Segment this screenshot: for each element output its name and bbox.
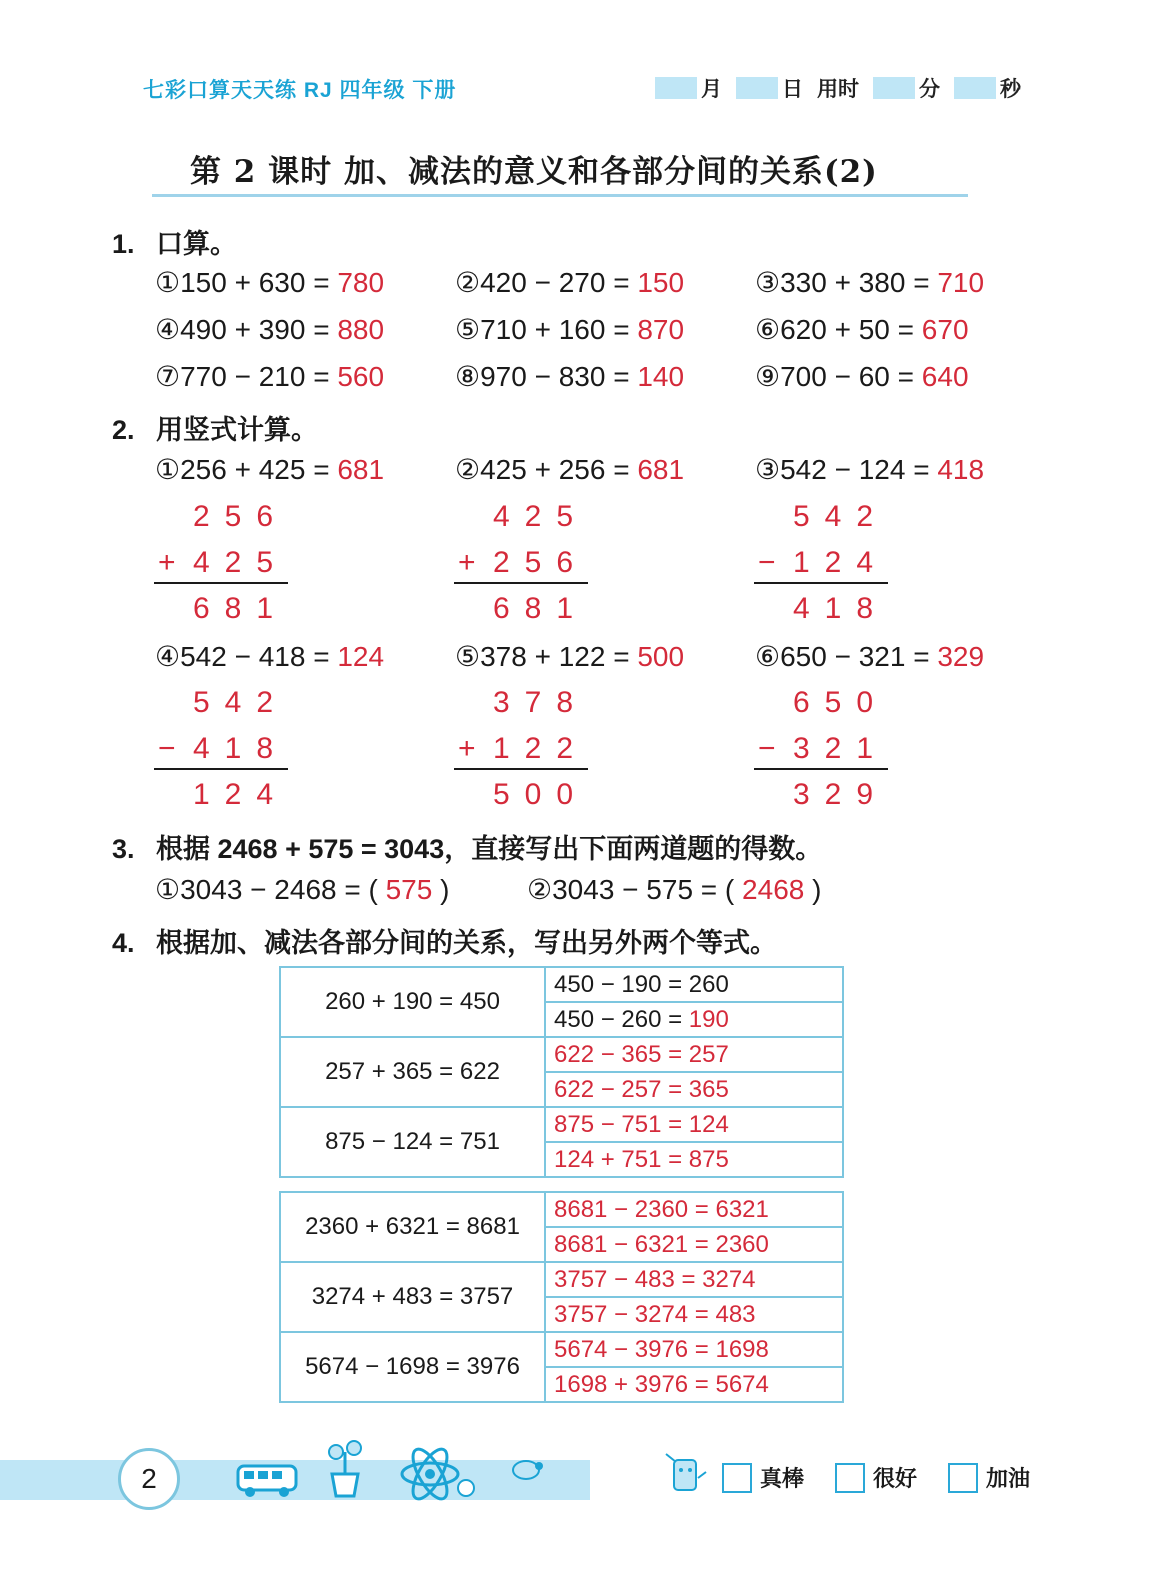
time-used-label: 用时	[817, 78, 859, 101]
q3-answer: 575	[385, 874, 433, 905]
q1-item	[155, 360, 384, 393]
q1-answer: 780	[337, 267, 385, 298]
q1-expr: ④490 + 390 =	[155, 314, 338, 345]
derived-equation: 8681 − 2360 = 6321	[545, 1192, 843, 1227]
given-equation: 3274 + 483 = 3757	[280, 1262, 545, 1332]
atom-icon	[398, 1446, 478, 1502]
checkbox[interactable]	[948, 1463, 978, 1493]
vertical-second-number: 124	[793, 546, 889, 579]
q3-item	[155, 873, 449, 906]
q4-number: 4.	[112, 928, 135, 958]
q2-expr: ⑤378 + 122 =	[455, 641, 638, 672]
derived-equation: 450 − 190 = 260	[545, 967, 843, 1002]
q1-item	[755, 266, 984, 299]
vertical-result: 681	[193, 592, 289, 625]
rating-option-great[interactable]	[722, 1462, 804, 1493]
q2-item	[155, 453, 384, 486]
q2-number: 2.	[112, 415, 135, 445]
derived-equation: 622 − 257 = 365	[545, 1072, 843, 1107]
q1-item	[455, 360, 684, 393]
q1-item	[155, 266, 384, 299]
q2-expr: ⑥650 − 321 =	[755, 641, 938, 672]
q1-expr: ①150 + 630 =	[155, 267, 338, 298]
derived-equation: 3757 − 483 = 3274	[545, 1262, 843, 1297]
vertical-rule	[154, 582, 288, 584]
rating-option-keep-going[interactable]	[948, 1462, 1030, 1493]
vertical-rule	[754, 768, 888, 770]
title-divider	[152, 194, 968, 197]
q1-item	[755, 360, 969, 393]
q2-answer: 418	[937, 454, 985, 485]
derived-equation: 622 − 365 = 257	[545, 1037, 843, 1072]
q1-expr: ⑤710 + 160 =	[455, 314, 638, 345]
vertical-top-number: 542	[793, 500, 889, 533]
given-equation: 875 − 124 = 751	[280, 1107, 545, 1177]
vertical-operator: −	[158, 732, 191, 765]
q1-expr: ③330 + 380 =	[755, 267, 938, 298]
q2-answer: 681	[337, 454, 385, 485]
vertical-result: 500	[493, 778, 589, 811]
given-equation: 2360 + 6321 = 8681	[280, 1192, 545, 1262]
vertical-second-number: 122	[493, 732, 589, 765]
vertical-second-number: 425	[193, 546, 289, 579]
q1-item	[155, 313, 384, 346]
q3-expr: ②3043 − 575 = (	[527, 874, 735, 905]
q2-answer: 329	[937, 641, 985, 672]
q1-expr: ⑨700 − 60 =	[755, 361, 922, 392]
lesson-title: 第 2 课时 加、减法的意义和各部分间的关系(2)	[190, 154, 878, 190]
derived-equation: 124 + 751 = 875	[545, 1142, 843, 1177]
q2-heading	[112, 408, 318, 447]
derived-answer: 190	[688, 1005, 729, 1033]
q2-answer: 124	[337, 641, 385, 672]
day-blank[interactable]	[736, 77, 778, 99]
relation-table-1	[279, 966, 844, 1178]
vertical-second-number: 418	[193, 732, 289, 765]
given-equation: 260 + 190 = 450	[280, 967, 545, 1037]
q3-number: 3.	[112, 834, 135, 864]
minute-label: 分	[919, 78, 940, 101]
q2-answer: 500	[637, 641, 685, 672]
vertical-top-number: 542	[193, 686, 289, 719]
q1-item	[455, 313, 684, 346]
q2-answer: 681	[637, 454, 685, 485]
q1-item	[755, 313, 969, 346]
vertical-rule	[454, 768, 588, 770]
vertical-rule	[454, 582, 588, 584]
q3-expr: ①3043 − 2468 = (	[155, 874, 378, 905]
q1-answer: 880	[337, 314, 385, 345]
rating-label: 很好	[873, 1466, 918, 1491]
vertical-result: 124	[193, 778, 289, 811]
derived-equation: 875 − 751 = 124	[545, 1107, 843, 1142]
vertical-top-number: 378	[493, 686, 589, 719]
checkbox[interactable]	[835, 1463, 865, 1493]
q2-item	[755, 640, 984, 673]
q1-number: 1.	[112, 229, 135, 259]
q1-title: 口算。	[156, 229, 237, 259]
plant-pot-icon	[322, 1438, 368, 1500]
derived-equation: 8681 − 6321 = 2360	[545, 1227, 843, 1262]
derived-equation: 5674 − 3976 = 1698	[545, 1332, 843, 1367]
vertical-operator: +	[458, 732, 491, 765]
given-equation: 257 + 365 = 622	[280, 1037, 545, 1107]
relation-table-2	[279, 1191, 844, 1403]
q1-answer: 870	[637, 314, 685, 345]
q3-close-paren: )	[440, 874, 450, 905]
page-number: 2	[118, 1448, 180, 1510]
q1-expr: ②420 − 270 =	[455, 267, 638, 298]
q2-item	[455, 640, 684, 673]
rating-option-good[interactable]	[835, 1462, 917, 1493]
q2-item	[455, 453, 684, 486]
q3-item	[527, 873, 821, 906]
q3-answer: 2468	[742, 874, 805, 905]
vertical-top-number: 650	[793, 686, 889, 719]
q1-answer: 640	[921, 361, 969, 392]
q2-item	[155, 640, 384, 673]
vertical-operator: +	[158, 546, 191, 579]
q1-answer: 710	[937, 267, 985, 298]
vertical-rule	[154, 768, 288, 770]
vertical-result: 418	[793, 592, 889, 625]
q2-expr: ②425 + 256 =	[455, 454, 638, 485]
vertical-second-number: 256	[493, 546, 589, 579]
checkbox[interactable]	[722, 1463, 752, 1493]
bus-icon	[236, 1462, 300, 1500]
derived-expr: 450 − 260 =	[554, 1005, 689, 1033]
vertical-operator: −	[758, 546, 791, 579]
minute-blank[interactable]	[873, 77, 915, 99]
vertical-result: 329	[793, 778, 889, 811]
q1-expr: ⑥620 + 50 =	[755, 314, 922, 345]
day-label: 日	[782, 78, 803, 101]
vertical-operator: +	[458, 546, 491, 579]
turtle-icon	[508, 1454, 544, 1484]
mascot-icon	[662, 1448, 710, 1498]
q3-title: 根据 2468 + 575 = 3043，直接写出下面两道题的得数。	[156, 834, 823, 864]
vertical-result: 681	[493, 592, 589, 625]
book-title: 七彩口算天天练 RJ 四年级 下册	[143, 79, 457, 102]
rating-label: 加油	[986, 1466, 1031, 1491]
q4-title: 根据加、减法各部分间的关系，写出另外两个等式。	[156, 928, 777, 958]
month-label: 月	[701, 78, 722, 101]
q1-expr: ⑦770 − 210 =	[155, 361, 338, 392]
date-time-fields	[655, 74, 1035, 102]
q2-expr: ①256 + 425 =	[155, 454, 338, 485]
q1-answer: 140	[637, 361, 685, 392]
derived-equation: 1698 + 3976 = 5674	[545, 1367, 843, 1402]
vertical-second-number: 321	[793, 732, 889, 765]
q2-expr: ③542 − 124 =	[755, 454, 938, 485]
q2-expr: ④542 − 418 =	[155, 641, 338, 672]
vertical-top-number: 256	[193, 500, 289, 533]
vertical-rule	[754, 582, 888, 584]
q1-heading	[112, 222, 237, 261]
second-blank[interactable]	[954, 77, 996, 99]
derived-equation	[545, 1002, 843, 1037]
q2-item	[755, 453, 984, 486]
q1-answer: 560	[337, 361, 385, 392]
q2-title: 用竖式计算。	[156, 415, 318, 445]
q1-answer: 670	[921, 314, 969, 345]
given-equation: 5674 − 1698 = 3976	[280, 1332, 545, 1402]
q3-heading	[112, 827, 822, 866]
q1-answer: 150	[637, 267, 685, 298]
vertical-top-number: 425	[493, 500, 589, 533]
vertical-operator: −	[758, 732, 791, 765]
q3-close-paren: )	[812, 874, 822, 905]
month-blank[interactable]	[655, 77, 697, 99]
rating-label: 真棒	[760, 1466, 805, 1491]
q1-item	[455, 266, 684, 299]
derived-equation: 3757 − 3274 = 483	[545, 1297, 843, 1332]
q4-heading	[112, 921, 777, 960]
second-label: 秒	[1000, 78, 1021, 101]
q1-expr: ⑧970 − 830 =	[455, 361, 638, 392]
